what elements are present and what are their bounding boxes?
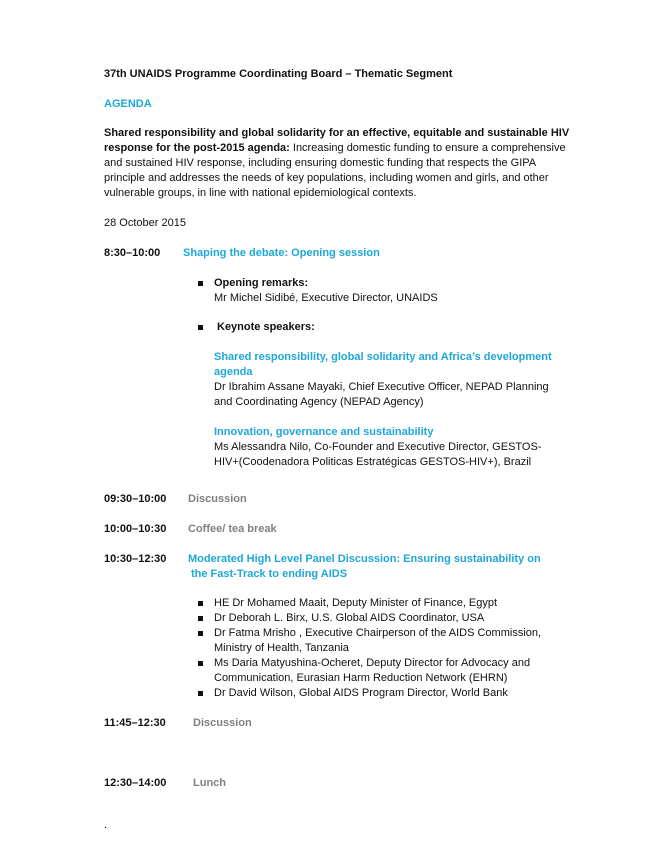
session-time: 8:30–10:00	[104, 247, 161, 259]
session-title: Lunch	[193, 777, 226, 789]
panelist-cont: Communication, Eurasian Harm Reduction Network (EHRN)	[214, 672, 508, 684]
bullet-icon	[198, 661, 203, 666]
keynote1-title: Shared responsibility, global solidarity and Africa’s development	[214, 351, 552, 363]
keynote1-speaker-cont: and Coordinating Agency (NEPAD Agency)	[214, 396, 424, 408]
keynote-label: Keynote speakers:	[217, 321, 315, 333]
keynote2-speaker-cont: HIV+(Coodenadora Politicas Estratégicas GESTOS-HIV+), Brazil	[214, 456, 532, 468]
agenda-date: 28 October 2015	[104, 217, 186, 229]
keynote1-speaker: Dr Ibrahim Assane Mayaki, Chief Executive Officer, NEPAD Planning	[214, 381, 549, 393]
panelist: Ms Daria Matyushina-Ocheret, Deputy Director for Advocacy and	[214, 657, 531, 669]
panelist: Dr Deborah L. Birx, U.S. Global AIDS Coordinator, USA	[214, 612, 485, 624]
session-time: 10:00–10:30	[104, 523, 167, 535]
bullet-icon	[198, 616, 203, 621]
panelist-cont: Ministry of Health, Tanzania	[214, 642, 349, 654]
intro-paragraph	[104, 126, 574, 201]
panelist: Dr David Wilson, Global AIDS Program Director, World Bank	[214, 687, 508, 699]
document-title: 37th UNAIDS Programme Coordinating Board – Thematic Segment	[104, 68, 453, 80]
session-time: 10:30–12:30	[104, 553, 167, 565]
session-time: 12:30–14:00	[104, 777, 167, 789]
bullet-icon	[198, 281, 203, 286]
opening-remarks-label: Opening remarks:	[214, 277, 309, 289]
session-title: Shaping the debate: Opening session	[183, 247, 380, 259]
bullet-icon	[198, 325, 203, 330]
keynote2-title: Innovation, governance and sustainability	[214, 426, 434, 438]
bullet-icon	[198, 601, 203, 606]
opening-remarks-speaker: Mr Michel Sidibé, Executive Director, UNAIDS	[214, 292, 438, 304]
bullet-icon	[198, 631, 203, 636]
keynote1-title-cont: agenda	[214, 366, 253, 378]
panelist: Dr Fatma Mrisho , Executive Chairperson of the AIDS Commission,	[214, 627, 542, 639]
session-title: Moderated High Level Panel Discussion: Ensuring sustainability on	[188, 553, 541, 565]
session-time: 11:45–12:30	[104, 717, 166, 729]
session-title-cont: the Fast-Track to ending AIDS	[191, 568, 348, 580]
agenda-heading: AGENDA	[104, 98, 152, 110]
bullet-icon	[198, 691, 203, 696]
session-title: Discussion	[188, 493, 247, 505]
session-title: Discussion	[193, 717, 252, 729]
session-title: Coffee/ tea break	[188, 523, 277, 535]
panelist: HE Dr Mohamed Maait, Deputy Minister of Finance, Egypt	[214, 597, 498, 609]
keynote2-speaker: Ms Alessandra Nilo, Co-Founder and Executive Director, GESTOS-	[214, 441, 542, 453]
session-time: 09:30–10:00	[104, 493, 167, 505]
intro-bold: Shared responsibility and global solidarity for an effective, equitable and sustainable HIV response for the post-2015 agenda:	[104, 127, 570, 154]
intro-text: Increasing domestic funding to ensure a comprehensive and sustained HIV response, including ensuring domestic funding that respects the GIPA principle and addresses the needs of key populations, including women and girls, and other vulnerable groups, in line with national epidemiological contexts.	[104, 142, 566, 199]
footer-dot: .	[104, 819, 108, 831]
